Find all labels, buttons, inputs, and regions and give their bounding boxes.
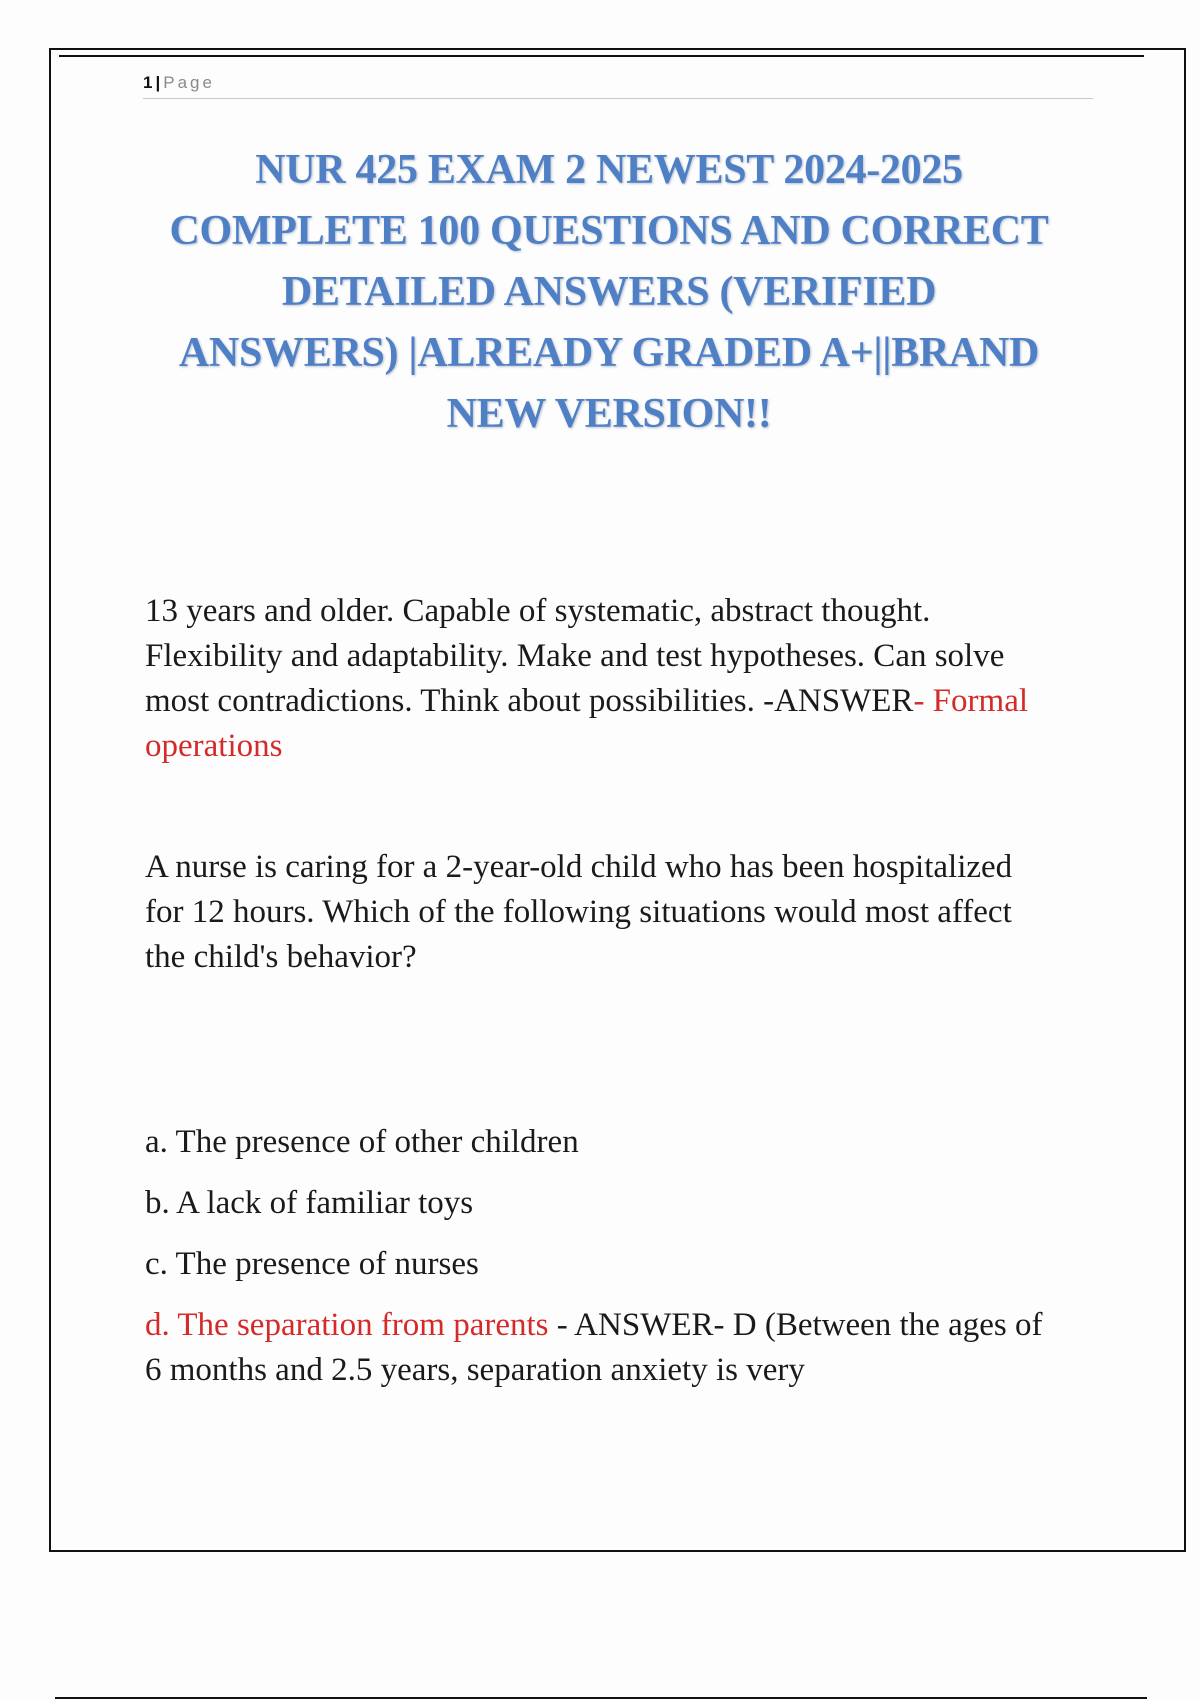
question-1-text: 13 years and older. Capable of systematic, abstract thought. Flexibility and adaptability. Make and test hypotheses. Can solve most contradictions. Think about possibilities. -ANSWER <box>145 593 1005 719</box>
answer-explanation: - ANSWER- D (Between the ages of 6 months and 2.5 years, separation anxiety is very <box>145 1307 1043 1388</box>
option-c: c. The presence of nurses <box>145 1246 479 1282</box>
page-label: Page <box>163 73 215 92</box>
correct-option: d. The separation from parents <box>145 1307 549 1343</box>
option-a: a. The presence of other children <box>145 1124 579 1160</box>
question-block-1 <box>145 589 1045 769</box>
document-title <box>124 140 1094 445</box>
answer-options <box>145 1120 1045 1393</box>
page-header <box>143 72 1093 99</box>
title-line: COMPLETE 100 QUESTIONS AND CORRECT <box>169 208 1049 254</box>
title-line: ANSWERS) |ALREADY GRADED A+||BRAND <box>178 330 1040 376</box>
page-number: 1 <box>143 73 153 92</box>
next-page-rule <box>55 1697 1147 1699</box>
question-text <box>145 589 1045 769</box>
page-separator: | <box>155 73 161 92</box>
title-line: DETAILED ANSWERS (VERIFIED <box>281 269 937 315</box>
title-line: NEW VERSION!! <box>446 391 772 437</box>
title-line: NUR 425 EXAM 2 NEWEST 2024-2025 <box>255 147 963 193</box>
top-rule <box>59 55 1144 57</box>
question-2-text: A nurse is caring for a 2-year-old child who has been hospitalized for 12 hours. Which of the following situations would most affect the child's behavior? <box>145 849 1013 975</box>
question-block-2 <box>145 845 1045 980</box>
answer-1-text: - Formal operations <box>145 683 1029 764</box>
option-b: b. A lack of familiar toys <box>145 1185 474 1221</box>
option-d <box>145 1303 1045 1393</box>
